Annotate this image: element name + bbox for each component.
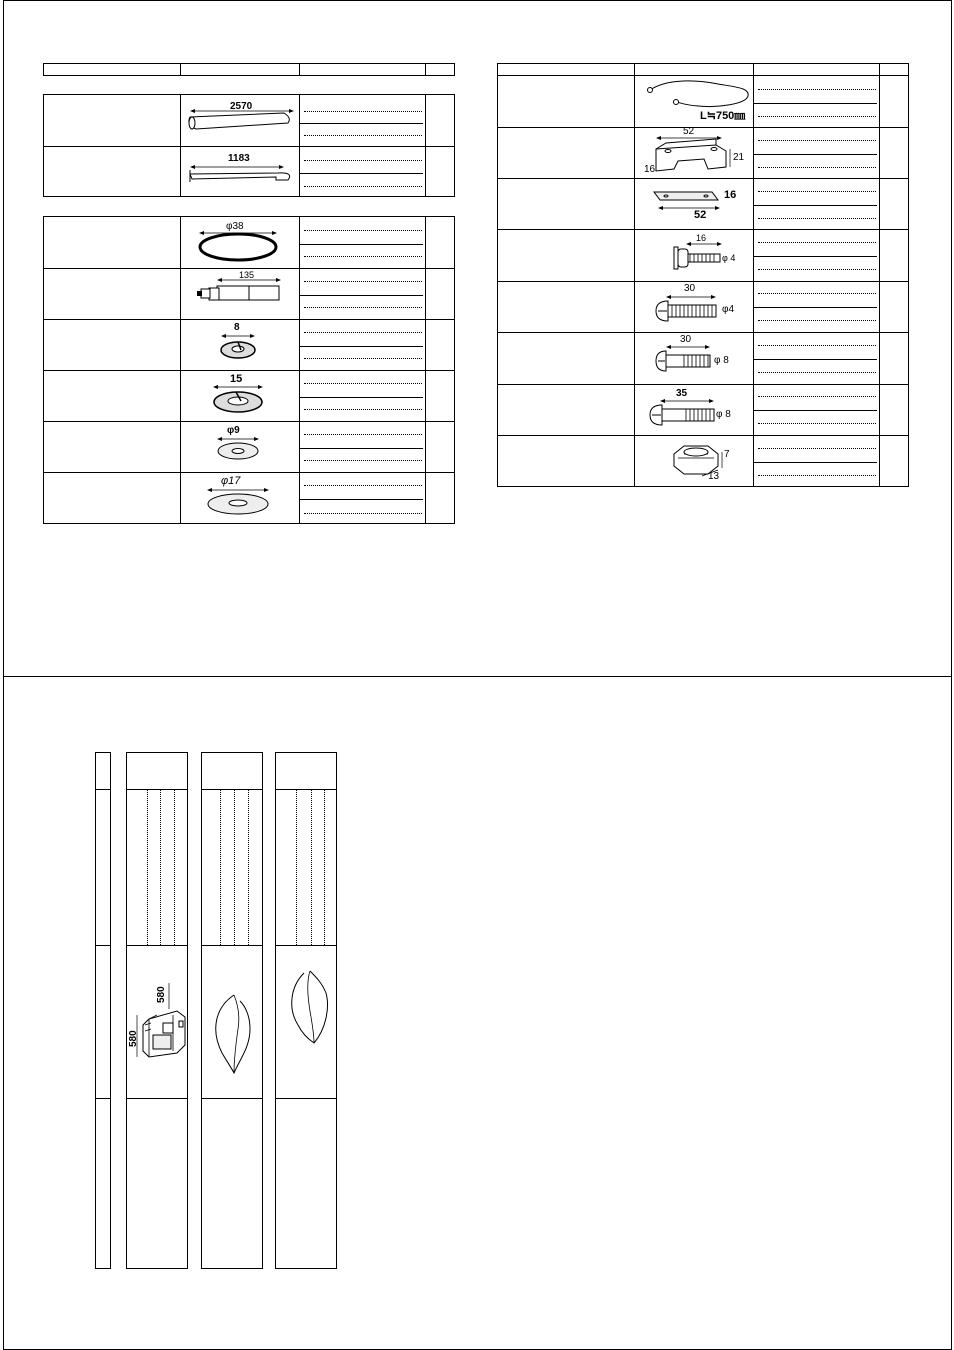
left-table-header xyxy=(43,63,455,76)
parts-table-left-a xyxy=(43,94,455,197)
packing-column xyxy=(201,752,263,1269)
dimension-label: L≒750㎜ xyxy=(700,110,746,122)
hex-nut-icon xyxy=(638,438,752,486)
dimension-label: 52 xyxy=(683,126,695,137)
spring-washer-icon xyxy=(189,321,289,367)
bracket-icon xyxy=(638,126,752,177)
dimension-label: 580 xyxy=(156,986,167,1003)
dimension-label: φ9 xyxy=(227,425,240,436)
dimension-label: 1183 xyxy=(228,153,250,164)
dimension-label: 135 xyxy=(239,270,255,280)
dimension-label: 15 xyxy=(230,373,243,385)
outdoor-unit-icon xyxy=(129,975,187,1075)
plate-icon xyxy=(638,180,752,228)
dimension-label: φ 4 xyxy=(722,253,736,263)
pipe-icon xyxy=(184,99,296,143)
drain-rod-icon xyxy=(184,150,296,194)
earth-wire-icon xyxy=(638,78,752,126)
dimension-label: 580 xyxy=(128,1030,139,1047)
dimension-label: 13 xyxy=(708,471,720,482)
flat-washer-icon xyxy=(189,423,289,469)
dimension-label: φ 8 xyxy=(714,355,729,366)
bag-icon xyxy=(210,989,256,1079)
screw-icon xyxy=(638,283,752,331)
packing-column xyxy=(275,752,337,1269)
dimension-label: 21 xyxy=(733,152,745,163)
bolt-icon xyxy=(638,386,752,434)
dimension-label: φ38 xyxy=(226,221,244,232)
dimension-label: 30 xyxy=(680,334,692,345)
o-ring-icon xyxy=(189,220,289,266)
dimension-label: 16 xyxy=(644,164,656,175)
dimension-label: 52 xyxy=(694,209,707,221)
dimension-label: 7 xyxy=(724,449,730,460)
parts-table-left-b xyxy=(43,216,455,524)
packing-column xyxy=(126,752,188,1269)
bolt-icon xyxy=(638,335,752,383)
bag-icon xyxy=(286,963,332,1053)
flat-washer-icon xyxy=(189,474,289,520)
dimension-label: φ17 xyxy=(221,475,241,487)
packing-label-column xyxy=(95,752,111,1269)
screw-icon xyxy=(638,232,752,280)
part-row xyxy=(44,95,454,146)
dimension-label: 16 xyxy=(696,233,707,243)
dimension-label: 30 xyxy=(684,283,696,294)
dimension-label: 16 xyxy=(724,189,737,201)
parts-table-right xyxy=(497,75,909,487)
spring-washer-icon xyxy=(189,372,289,418)
valve-fitting-icon xyxy=(189,270,289,316)
dimension-label: 2570 xyxy=(230,101,253,112)
part-row xyxy=(44,146,454,198)
dimension-label: φ4 xyxy=(722,304,735,315)
dimension-label: 8 xyxy=(234,322,240,333)
dimension-label: 35 xyxy=(676,388,688,399)
dimension-label: φ 8 xyxy=(716,409,731,420)
